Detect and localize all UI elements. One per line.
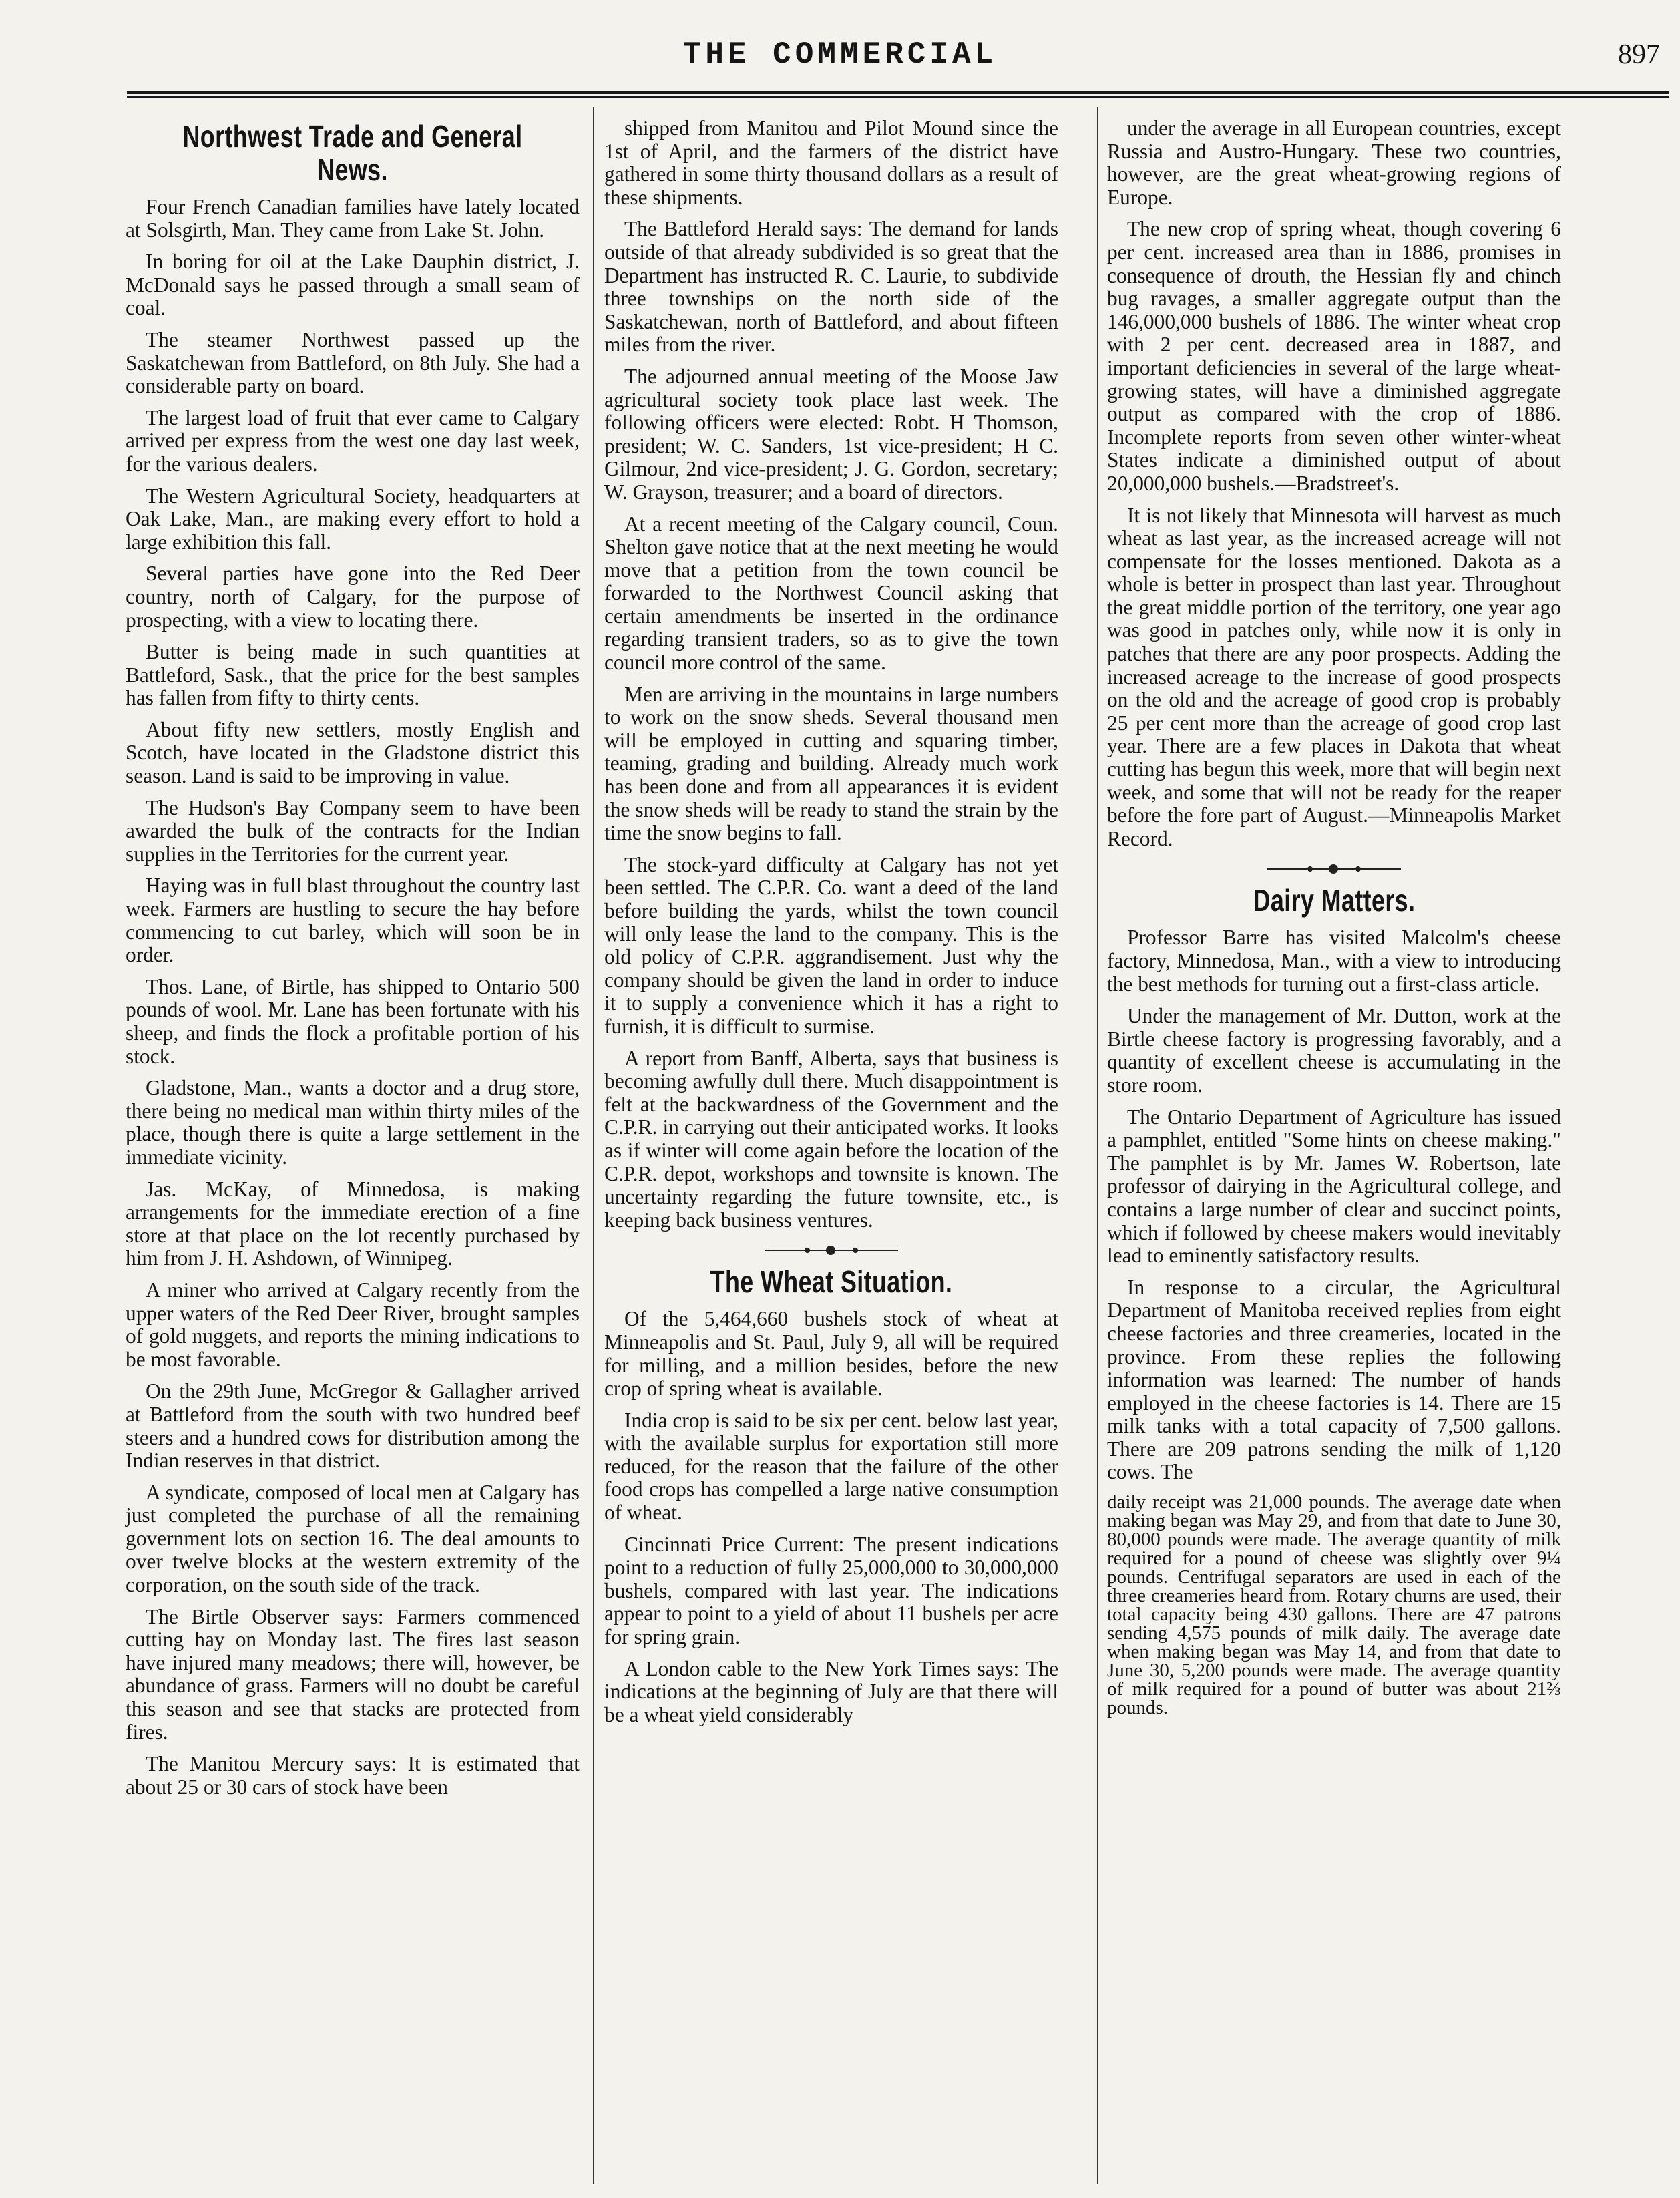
- article-paragraph: A London cable to the New York Times says: The indications at the beginning of July are that there will be a wheat yield considerably: [604, 1656, 1058, 1726]
- article-paragraph: under the average in all European countries, except Russia and Austro-Hungary. These two countries, however, are the great wheat-growing regions of Europe.: [1107, 116, 1561, 209]
- article-paragraph: At a recent meeting of the Calgary council, Coun. Shelton gave notice that at the next meeting he would move that a petition from the town council be forwarded to the Northwest Council asking that certain amendments be inserted in the ordinance regarding transient traders, so as to give the town council more control of the same.: [604, 512, 1058, 675]
- article-paragraph-small-print: daily receipt was 21,000 pounds. The average date when making began was May 29, and from that date to June 30, 80,000 pounds were made. The average quantity of milk required for a pound of cheese was slightly over 9¼ pounds. Centrifugal separators are used in each of the three creameries heard from. Rotary churns are used, their total capacity being 430 gallons. There are 47 patrons sending 4,575 pounds of milk daily. The average date when making began was May 14, and from that date to June 30, 5,200 pounds were made. The average quantity of milk required for a pound of butter was about 21⅔ pounds.: [1107, 1491, 1561, 1719]
- article-paragraph: Professor Barre has visited Malcolm's cheese factory, Minnedosa, Man., with a view to introducing the best methods for turning out a first-class article.: [1107, 926, 1561, 996]
- article-paragraph: On the 29th June, McGregor & Gallagher arrived at Battleford from the south with two hundred beef steers and a hundred cows for distribution among the Indian reserves in that district.: [126, 1379, 580, 1473]
- article-paragraph: Of the 5,464,660 bushels stock of wheat at Minneapolis and St. Paul, July 9, all will be required for milling, and a million besides, before the new crop of spring wheat is available.: [604, 1307, 1058, 1401]
- article-paragraph: The stock-yard difficulty at Calgary has not yet been settled. The C.P.R. Co. want a deed of the land before building the yards, whilst the town council will only lease the land to the company. This is the old policy of C.P.R. aggrandisement. Just why the company should be given the land in order to induce it to supply a convenience which it has a right to furnish, it is difficult to surmise.: [604, 852, 1058, 1038]
- column-2: [604, 117, 1058, 1735]
- article-paragraph: Several parties have gone into the Red Deer country, north of Calgary, for the purpose of prospecting, with a view to locating there.: [126, 562, 580, 632]
- column-3: [1107, 117, 1561, 1726]
- article-paragraph: shipped from Manitou and Pilot Mound since the 1st of April, and the farmers of the district have gathered in some thirty thousand dollars as a result of these shipments.: [604, 116, 1058, 209]
- article-paragraph: In boring for oil at the Lake Dauphin district, J. McDonald says he passed through a small seam of coal.: [126, 250, 580, 320]
- article-paragraph: Under the management of Mr. Dutton, work at the Birtle cheese factory is progressing favorably, and a quantity of excellent cheese is accumulating in the store room.: [1107, 1004, 1561, 1097]
- article-paragraph: A syndicate, composed of local men at Calgary has just completed the purchase of all the remaining government lots on section 16. The deal amounts to over twelve blocks at the western extremity of the corporation, on the south side of the track.: [126, 1480, 580, 1597]
- article-paragraph: The Battleford Herald says: The demand for lands outside of that already subdivided is so great that the Department has instructed R. C. Laurie, to subdivide three townships on the north side of the Saskatchewan, north of Battleford, and about fifteen miles from the river.: [604, 217, 1058, 357]
- article-paragraph: The steamer Northwest passed up the Saskatchewan from Battleford, on 8th July. She had a considerable party on board.: [126, 327, 580, 398]
- section-heading-northwest-news: Northwest Trade and General News.: [182, 119, 523, 187]
- article-paragraph: Men are arriving in the mountains in large numbers to work on the snow sheds. Several thousand men will be employed in cutting and squaring timber, teaming, grading and building. Already much work has been done and from all appearances it is evident the snow sheds will be ready to stand the strain by the time the snow begins to fall.: [604, 682, 1058, 845]
- article-paragraph: Gladstone, Man., wants a doctor and a drug store, there being no medical man within thirty miles of the place, though there is quite a large settlement in the immediate vicinity.: [126, 1076, 580, 1169]
- article-paragraph: A report from Banff, Alberta, says that business is becoming awfully dull there. Much disappointment is felt at the backwardness of the Government and the C.P.R. in carrying out their anticipated works. It looks as if winter will come again before the location of the C.P.R. depot, workshops and townsite is known. The uncertainty regarding the future townsite, etc., is keeping back business ventures.: [604, 1046, 1058, 1232]
- article-paragraph: The new crop of spring wheat, though covering 6 per cent. increased area than in 1886, promises in consequence of drouth, the Hessian fly and chinch bug ravages, a smaller aggregate output than the 146,000,000 bushels of 1886. The winter wheat crop with 2 per cent. decreased area in 1887, and important deficiencies in several of the large wheat-growing states, will have a diminished aggregate output as compared with the crop of 1886. Incomplete reports from seven other winter-wheat States indicate a diminished output of about 20,000,000 bushels.—Bradstreet's.: [1107, 217, 1561, 495]
- article-paragraph: In response to a circular, the Agricultural Department of Manitoba received replies from eight cheese factories and three creameries, located in the province. From these replies the following information was learned: The number of hands employed in the cheese factories is 14. There are 15 milk tanks with a total capacity of 7,500 gallons. There are 209 patrons sending the milk of 1,120 cows. The: [1107, 1275, 1561, 1484]
- section-heading-wheat-situation: The Wheat Situation.: [710, 1264, 953, 1300]
- article-paragraph: The adjourned annual meeting of the Moose Jaw agricultural society took place last week. The following officers were elected: Robt. H Thomson, president; W. C. Sanders, 1st vice-president; H C. Gilmour, 2nd vice-president; J. G. Gordon, secretary; W. Grayson, treasurer; and a board of directors.: [604, 364, 1058, 504]
- column-1: [126, 117, 580, 1807]
- section-heading-dairy-matters: Dairy Matters.: [1253, 883, 1416, 918]
- article-paragraph: Thos. Lane, of Birtle, has shipped to Ontario 500 pounds of wool. Mr. Lane has been fortunate with his sheep, and finds the flock a profitable portion of his stock.: [126, 974, 580, 1068]
- article-paragraph: The Hudson's Bay Company seem to have been awarded the bulk of the contracts for the Indian supplies in the Territories for the current year.: [126, 795, 580, 866]
- article-paragraph: The Ontario Department of Agriculture has issued a pamphlet, entitled "Some hints on cheese making." The pamphlet is by Mr. James W. Robertson, late professor of dairying in the Agricultural college, and contains a large number of clear and succinct points, which if followed by cheese makers would inevitably lead to eminently satisfactory results.: [1107, 1105, 1561, 1268]
- article-paragraph: Haying was in full blast throughout the country last week. Farmers are hustling to secure the hay before commencing to cut barley, which will soon be in order.: [126, 874, 580, 967]
- masthead: [0, 24, 1680, 91]
- article-paragraph: The Birtle Observer says: Farmers commenced cutting hay on Monday last. The fires last season have injured many meadows; there will, however, be abundance of grass. Farmers will no doubt be careful this season and see that stacks are protected from fires.: [126, 1604, 580, 1744]
- article-paragraph: India crop is said to be six per cent. below last year, with the available surplus for exportation still more reduced, for the reason that the failure of the other food crops has compelled a large native consumption of wheat.: [604, 1408, 1058, 1525]
- article-paragraph: A miner who arrived at Calgary recently from the upper waters of the Red Deer River, brought samples of gold nuggets, and reports the mining indications to be most favorable.: [126, 1278, 580, 1371]
- page-number: 897: [1618, 39, 1660, 70]
- article-paragraph: It is not likely that Minnesota will harvest as much wheat as last year, as the increased acreage will not compensate for the losses mentioned. Dakota as a whole is better in prospect than last year. Throughout the great middle portion of the territory, one year ago was good in patches only, while now it is only in patches that there are any poor prospects. Adding the increased acreage to the increase of good prospects on the old and the acreage of good crop is probably 25 per cent more than the acreage of good crop last year. There are a few places in Dakota that wheat cutting has begun this week, more that will begin next week, and some that will not be ready for the reaper before the fore part of August.—Minneapolis Market Record.: [1107, 503, 1561, 850]
- section-divider-ornament: [1267, 862, 1401, 876]
- header-rule-thin: [127, 96, 1669, 98]
- section-divider-ornament: [765, 1244, 898, 1257]
- article-paragraph: Butter is being made in such quantities at Battleford, Sask., that the price for the best samples has fallen from fifty to thirty cents.: [126, 640, 580, 710]
- article-paragraph: The largest load of fruit that ever came to Calgary arrived per express from the west one day last week, for the various dealers.: [126, 405, 580, 476]
- article-paragraph: About fifty new settlers, mostly English and Scotch, have located in the Gladstone district this season. Land is said to be improving in value.: [126, 717, 580, 788]
- article-paragraph: The Western Agricultural Society, headquarters at Oak Lake, Man., are making every effort to hold a large exhibition this fall.: [126, 484, 580, 554]
- article-paragraph: Jas. McKay, of Minnedosa, is making arrangements for the immediate erection of a fine store at that place on the lot recently purchased by him from J. H. Ashdown, of Winnipeg.: [126, 1177, 580, 1270]
- column-divider-2: [1097, 107, 1098, 2184]
- header-rule-thick: [127, 91, 1669, 94]
- article-paragraph: Cincinnati Price Current: The present indications point to a reduction of fully 25,000,000 to 30,000,000 bushels, compared with last year. The indications appear to point to a yield of about 11 bushels per acre for spring grain.: [604, 1532, 1058, 1649]
- article-paragraph: Four French Canadian families have lately located at Solsgirth, Man. They came from Lake St. John.: [126, 195, 580, 242]
- newspaper-title: THE COMMERCIAL: [682, 37, 998, 72]
- article-paragraph: The Manitou Mercury says: It is estimated that about 25 or 30 cars of stock have been: [126, 1752, 580, 1799]
- column-divider-1: [593, 107, 594, 2184]
